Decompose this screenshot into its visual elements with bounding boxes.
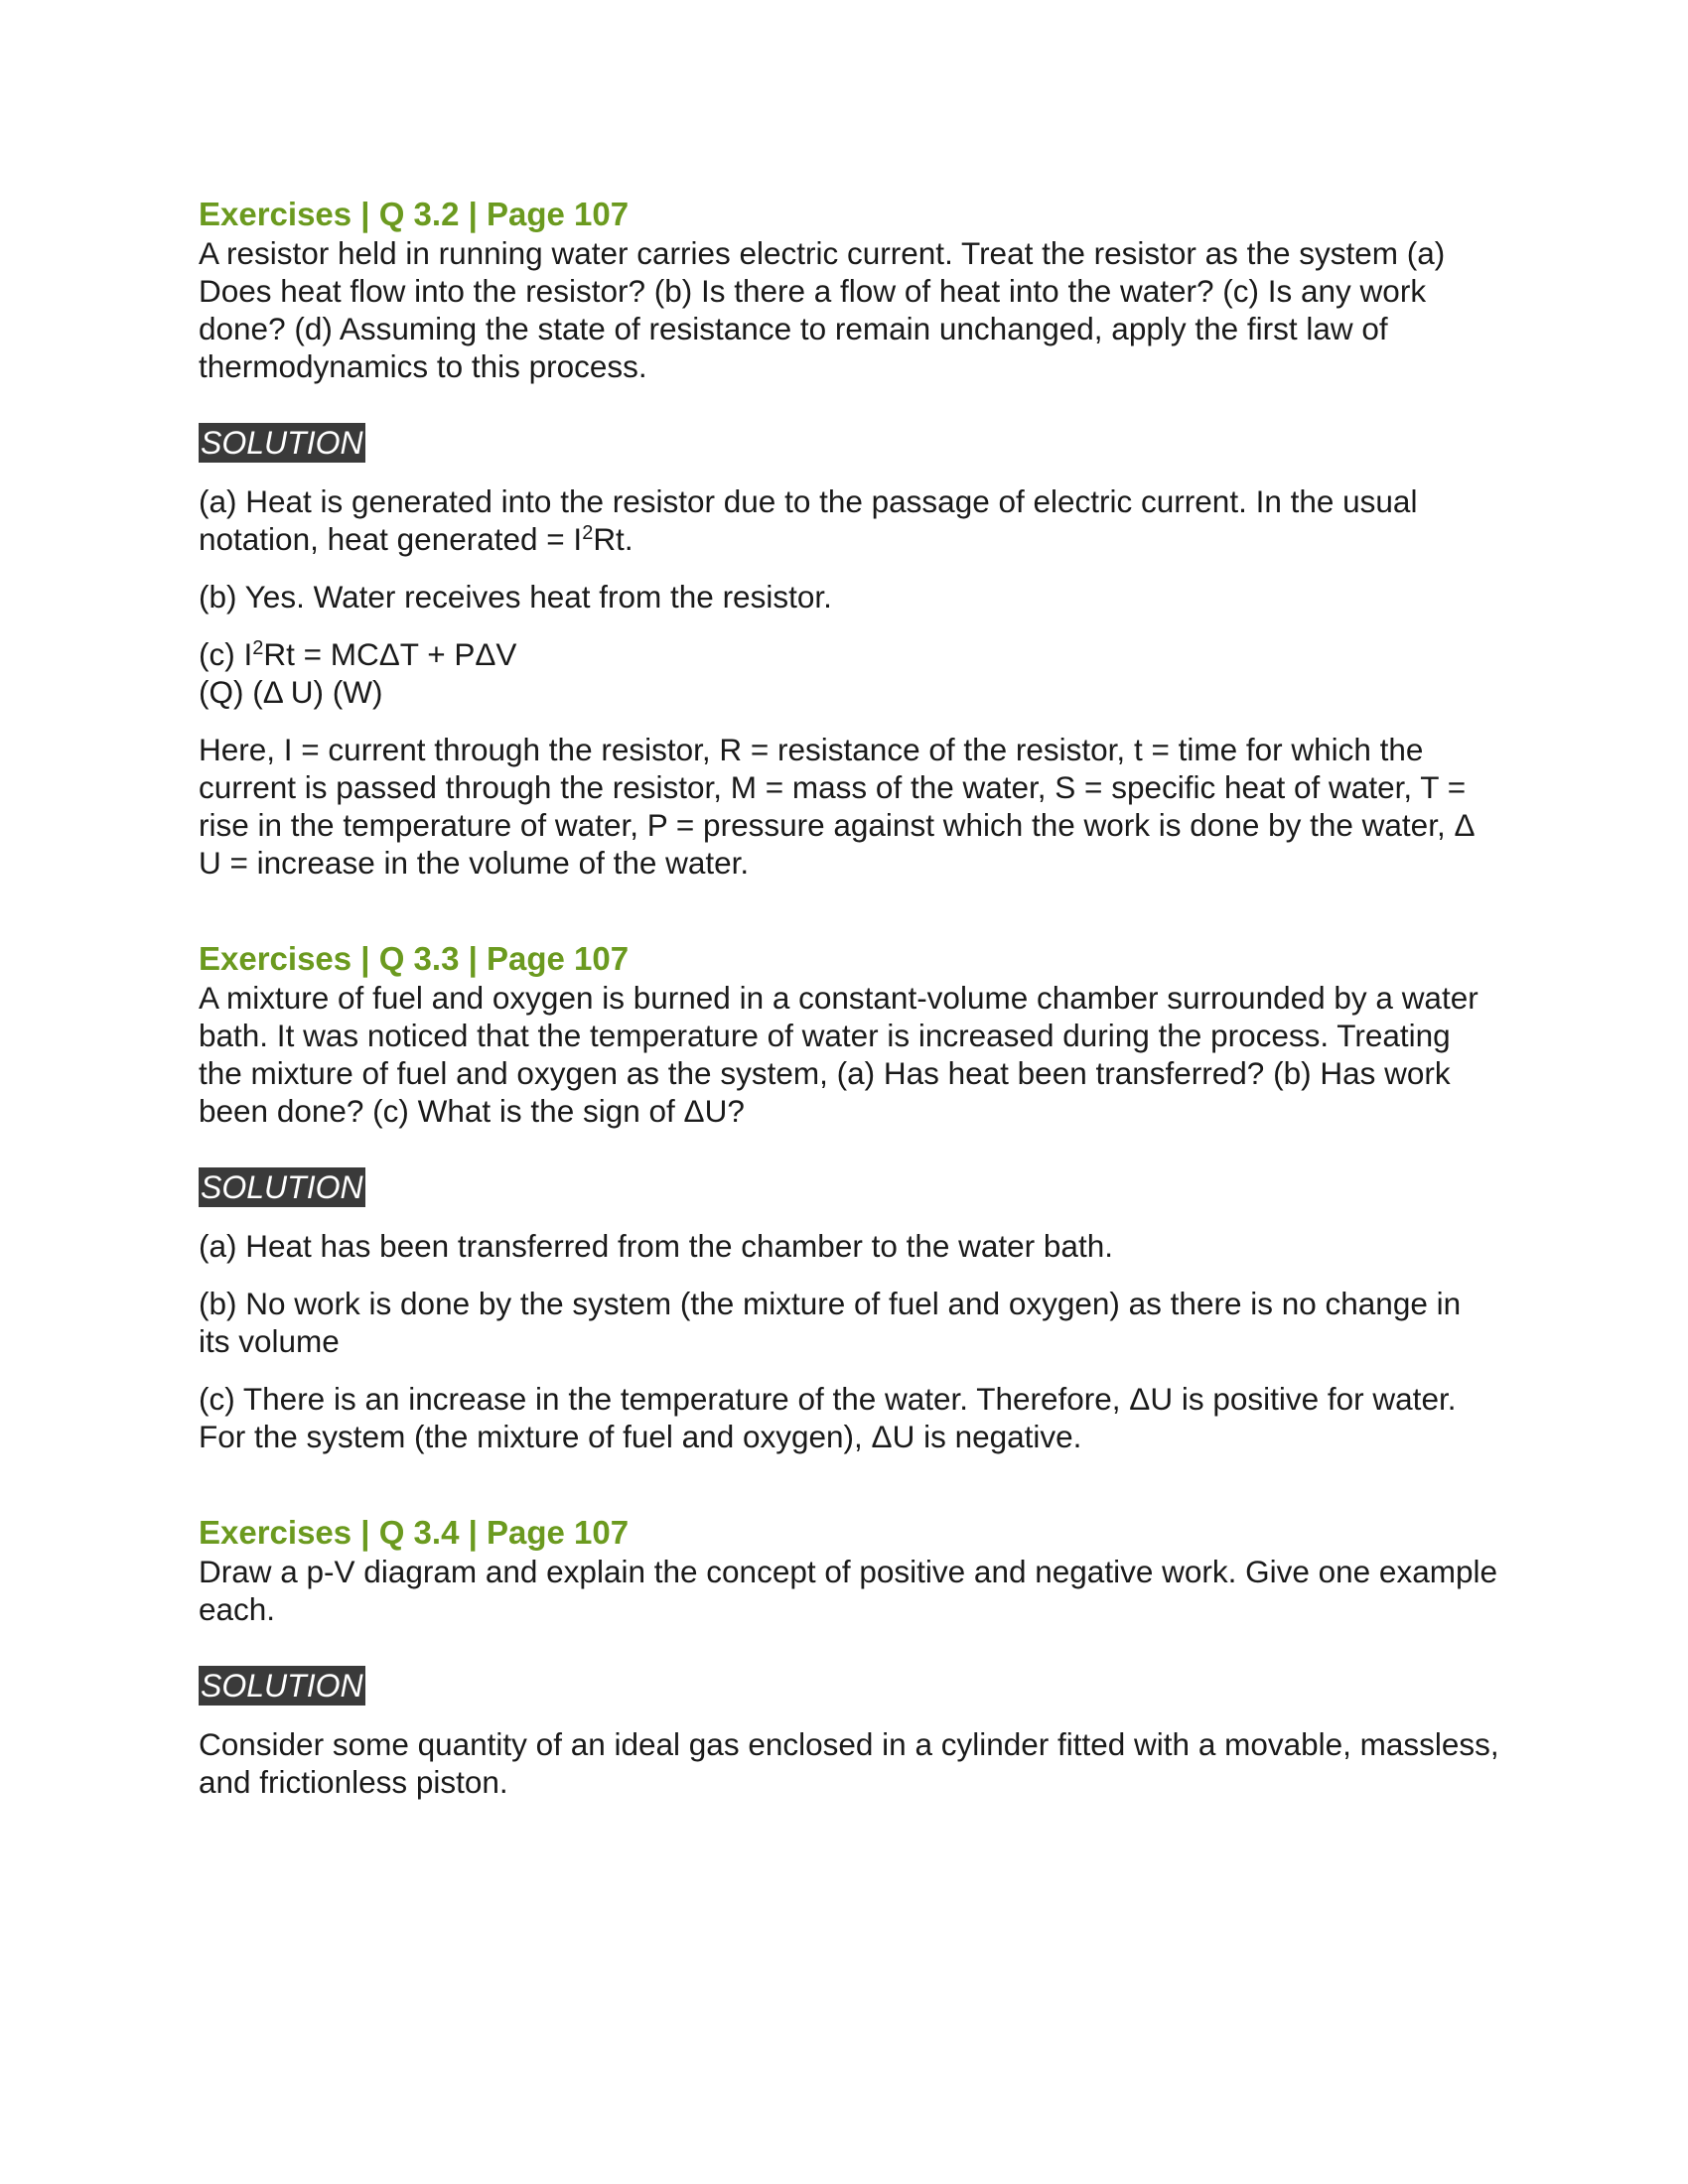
exercise-heading: Exercises | Q 3.4 | Page 107 [199,1514,630,1551]
question-text: A resistor held in running water carries electric current. Treat the resistor as the system (a) Does heat flow into the resistor? (b) Is there a flow of heat into the water? (c) Is any work done? (d) Assuming the state of resistance to remain unchanged, apply the first law of thermodynamics to this process. [199,235,1446,384]
solution-label: SOLUTION [201,425,363,461]
answer-c: (c) $I^2Rt = MC\Delta T + P\Delta V$ [199,636,517,672]
exercise-q3-2 [199,195,1499,882]
document-page [199,195,1499,1801]
exercise-heading: Exercises | Q 3.3 | Page 107 [199,940,630,977]
solution-label: SOLUTION [201,1668,363,1704]
answer-text: Consider some quantity of an ideal gas enclosed in a cylinder fitted with a movable, massless, and frictionless piston. [199,1726,1499,1800]
question-text: A mixture of fuel and oxygen is burned in a constant-volume chamber surrounded by a water bath. It was noticed that the temperature of water is increased during the process. Treating the mixture of fuel and oxygen as the system, (a) Has heat been transferred? (b) Has work been done? (c) What is the sign of ΔU? [199,980,1478,1129]
answer-b: (b) Yes. Water receives heat from the resistor. [199,579,832,614]
exercise-q3-3 [199,939,1499,1455]
answer-c: (c) There is an increase in the temperature of the water. Therefore, ΔU is positive for water. [199,1381,1457,1417]
answer-c-system: For the system (the mixture of fuel and oxygen), ΔU is negative. [199,1419,1082,1454]
exercise-q3-4 [199,1513,1499,1801]
answer-c-legend: (Q) (Δ U) (W) [199,674,383,710]
answer-a: (a) Heat has been transferred from the chamber to the water bath. [199,1228,1113,1264]
answer-definitions: Here, I = current through the resistor, R = resistance of the resistor, t = time for which the current is passed through the resistor, M = mass of the water, S = specific heat of water, T = rise in the temperature of water, P = pressure against which the work is done by the water, Δ U = increase in the volume of the water. [199,732,1474,881]
exercise-heading: Exercises | Q 3.2 | Page 107 [199,196,630,232]
answer-b: (b) No work is done by the system (the mixture of fuel and oxygen) as there is no change in its volume [199,1286,1462,1359]
question-text: Draw a p-V diagram and explain the concept of positive and negative work. Give one example each. [199,1554,1497,1627]
solution-label: SOLUTION [201,1169,363,1205]
answer-a: (a) Heat is generated into the resistor due to the passage of electric current. In the usual notation, heat generated = $I^2Rt$. [199,483,1418,557]
